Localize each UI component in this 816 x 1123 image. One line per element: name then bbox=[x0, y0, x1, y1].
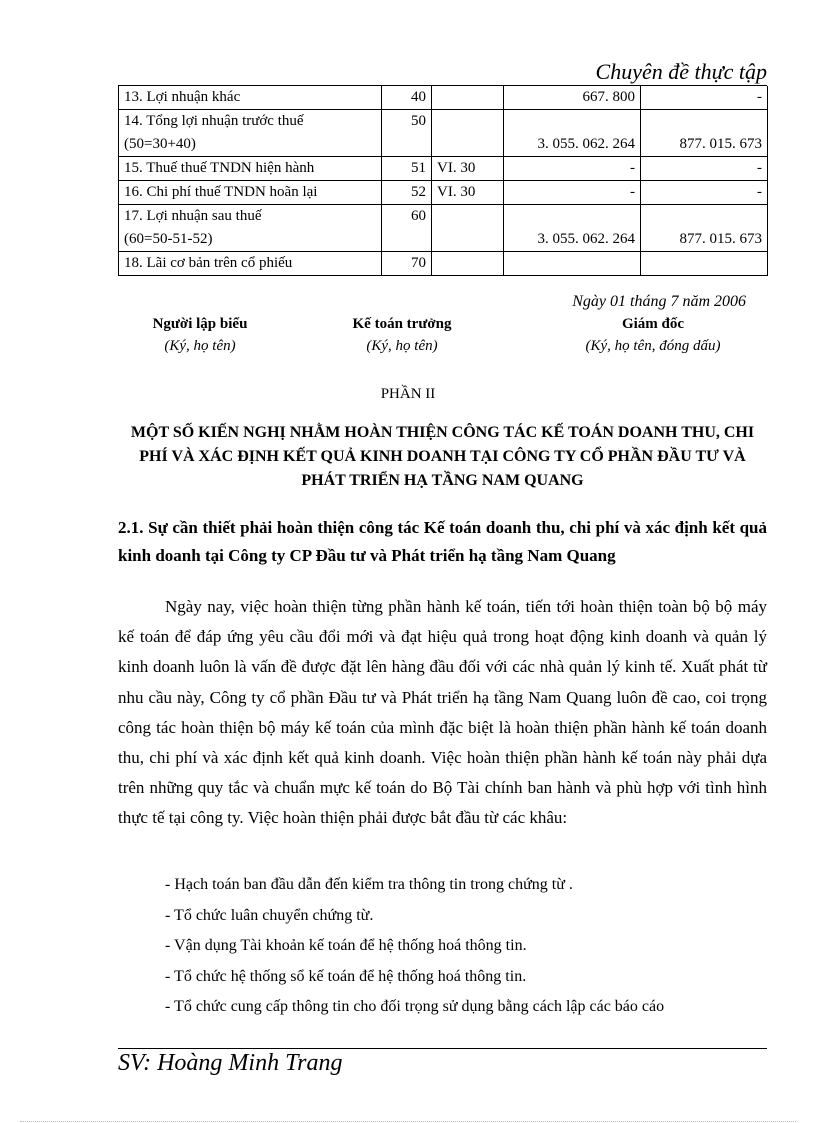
row-code: 40 bbox=[382, 86, 432, 110]
page-edge-divider bbox=[20, 1121, 796, 1122]
signature-date: Ngày 01 tháng 7 năm 2006 bbox=[572, 293, 746, 310]
row-code: 51 bbox=[382, 157, 432, 181]
document-header-title: Chuyên đề thực tập bbox=[595, 59, 767, 84]
signature-hint: (Ký, họ tên) bbox=[366, 338, 438, 354]
row-previous-value: 877. 015. 673 bbox=[641, 110, 768, 157]
footer-student-name: SV: Hoàng Minh Trang bbox=[118, 1050, 343, 1076]
row-previous-value: 877. 015. 673 bbox=[641, 205, 768, 252]
table-row bbox=[119, 110, 768, 157]
row-code: 70 bbox=[382, 252, 432, 276]
list-item: - Vận dụng Tài khoản kế toán để hệ thống hoá thông tin. bbox=[165, 937, 527, 954]
row-label-formula: (60=50-51-52) bbox=[124, 231, 213, 247]
section-heading: 2.1. Sự cần thiết phải hoàn thiện công tác Kế toán doanh thu, chi phí và xác định kết quả kinh doanh tại Công ty CP Đầu tư và Phát triển hạ tầng Nam Quang bbox=[118, 518, 767, 565]
row-label bbox=[119, 110, 382, 157]
part-title: MỘT SỐ KIẾN NGHỊ NHẰM HOÀN THIỆN CÔNG TÁC KẾ TOÁN DOANH THU, CHI PHÍ VÀ XÁC ĐỊNH KẾT QUẢ KINH DOANH TẠI CÔNG TY CỔ PHẦN ĐẦU TƯ VÀ PHÁT TRIỂN HẠ TẦNG NAM QUANG bbox=[130, 424, 755, 489]
row-note bbox=[432, 205, 504, 252]
list-item: - Tổ chức cung cấp thông tin cho đối trọng sử dụng bằng cách lập các báo cáo bbox=[165, 998, 665, 1015]
row-code: 60 bbox=[382, 205, 432, 252]
list-item: - Hạch toán ban đầu dẫn đến kiểm tra thông tin trong chứng từ . bbox=[165, 876, 573, 893]
row-current-value: - bbox=[504, 181, 641, 205]
table-row bbox=[119, 252, 768, 276]
table-row bbox=[119, 181, 768, 205]
row-label-line: 14. Tổng lợi nhuận trước thuế bbox=[124, 113, 304, 129]
row-previous-value: - bbox=[641, 157, 768, 181]
row-label bbox=[119, 205, 382, 252]
signature-preparer bbox=[120, 313, 280, 357]
row-current-value: 3. 055. 062. 264 bbox=[504, 110, 641, 157]
list-item: - Tổ chức luân chuyển chứng từ. bbox=[165, 906, 374, 924]
signature-role: Người lập biểu bbox=[152, 316, 248, 332]
row-current-value: - bbox=[504, 157, 641, 181]
row-note: VI. 30 bbox=[432, 181, 504, 205]
bullet-list bbox=[165, 870, 765, 1023]
income-statement-table bbox=[118, 86, 768, 276]
signature-accountant bbox=[322, 313, 482, 357]
row-previous-value: - bbox=[641, 181, 768, 205]
row-code: 50 bbox=[382, 110, 432, 157]
row-label: 16. Chi phí thuế TNDN hoãn lại bbox=[119, 181, 382, 205]
row-note bbox=[432, 86, 504, 110]
row-previous-value: - bbox=[641, 86, 768, 110]
row-note: VI. 30 bbox=[432, 157, 504, 181]
row-previous-value bbox=[641, 252, 768, 276]
signature-hint: (Ký, họ tên, đóng dấu) bbox=[585, 338, 721, 354]
list-item: - Tổ chức hệ thống sổ kế toán để hệ thống hoá thông tin. bbox=[165, 967, 527, 985]
row-label: 13. Lợi nhuận khác bbox=[119, 86, 382, 110]
table-row bbox=[119, 157, 768, 181]
row-label-formula: (50=30+40) bbox=[124, 136, 196, 152]
row-label: 18. Lãi cơ bản trên cổ phiếu bbox=[119, 252, 382, 276]
part-label: PHẦN II bbox=[380, 386, 436, 402]
row-note bbox=[432, 252, 504, 276]
row-note bbox=[432, 110, 504, 157]
row-label-line: 17. Lợi nhuận sau thuế bbox=[124, 208, 262, 224]
row-current-value: 3. 055. 062. 264 bbox=[504, 205, 641, 252]
table-row bbox=[119, 86, 768, 110]
table-row bbox=[119, 205, 768, 252]
signature-hint: (Ký, họ tên) bbox=[164, 338, 236, 354]
row-current-value: 667. 800 bbox=[504, 86, 641, 110]
row-current-value bbox=[504, 252, 641, 276]
signature-role: Kế toán trưởng bbox=[352, 316, 452, 332]
row-label: 15. Thuế thuế TNDN hiện hành bbox=[119, 157, 382, 181]
row-code: 52 bbox=[382, 181, 432, 205]
body-paragraph: Ngày nay, việc hoàn thiện từng phần hành kế toán, tiến tới hoàn thiện toàn bộ bộ máy kế toán để đáp ứng yêu cầu đổi mới và đạt hiệu quả trong hoạt động kinh doanh và quản lý kinh doanh luôn là vấn đề được đặt lên hàng đầu đối với các nhà quản lý kinh tế. Xuất phát từ nhu cầu này, Công ty cổ phần Đầu tư và Phát triển hạ tầng Nam Quang luôn đề cao, coi trọng công tác hoàn thiện bộ máy kế toán của mình đặc biệt là hoàn thiện phần hành kế toán doanh thu, chi phí và xác định kết quả kinh doanh. Việc hoàn thiện phần hành kế toán này phải dựa trên những quy tắc và chuẩn mực kế toán do Bộ Tài chính ban hành và phù hợp với tình hình thực tế tại công ty. Việc hoàn thiện phải được bắt đầu từ các khâu: bbox=[118, 597, 767, 828]
signature-director bbox=[548, 313, 758, 357]
signature-role: Giám đốc bbox=[621, 316, 685, 332]
